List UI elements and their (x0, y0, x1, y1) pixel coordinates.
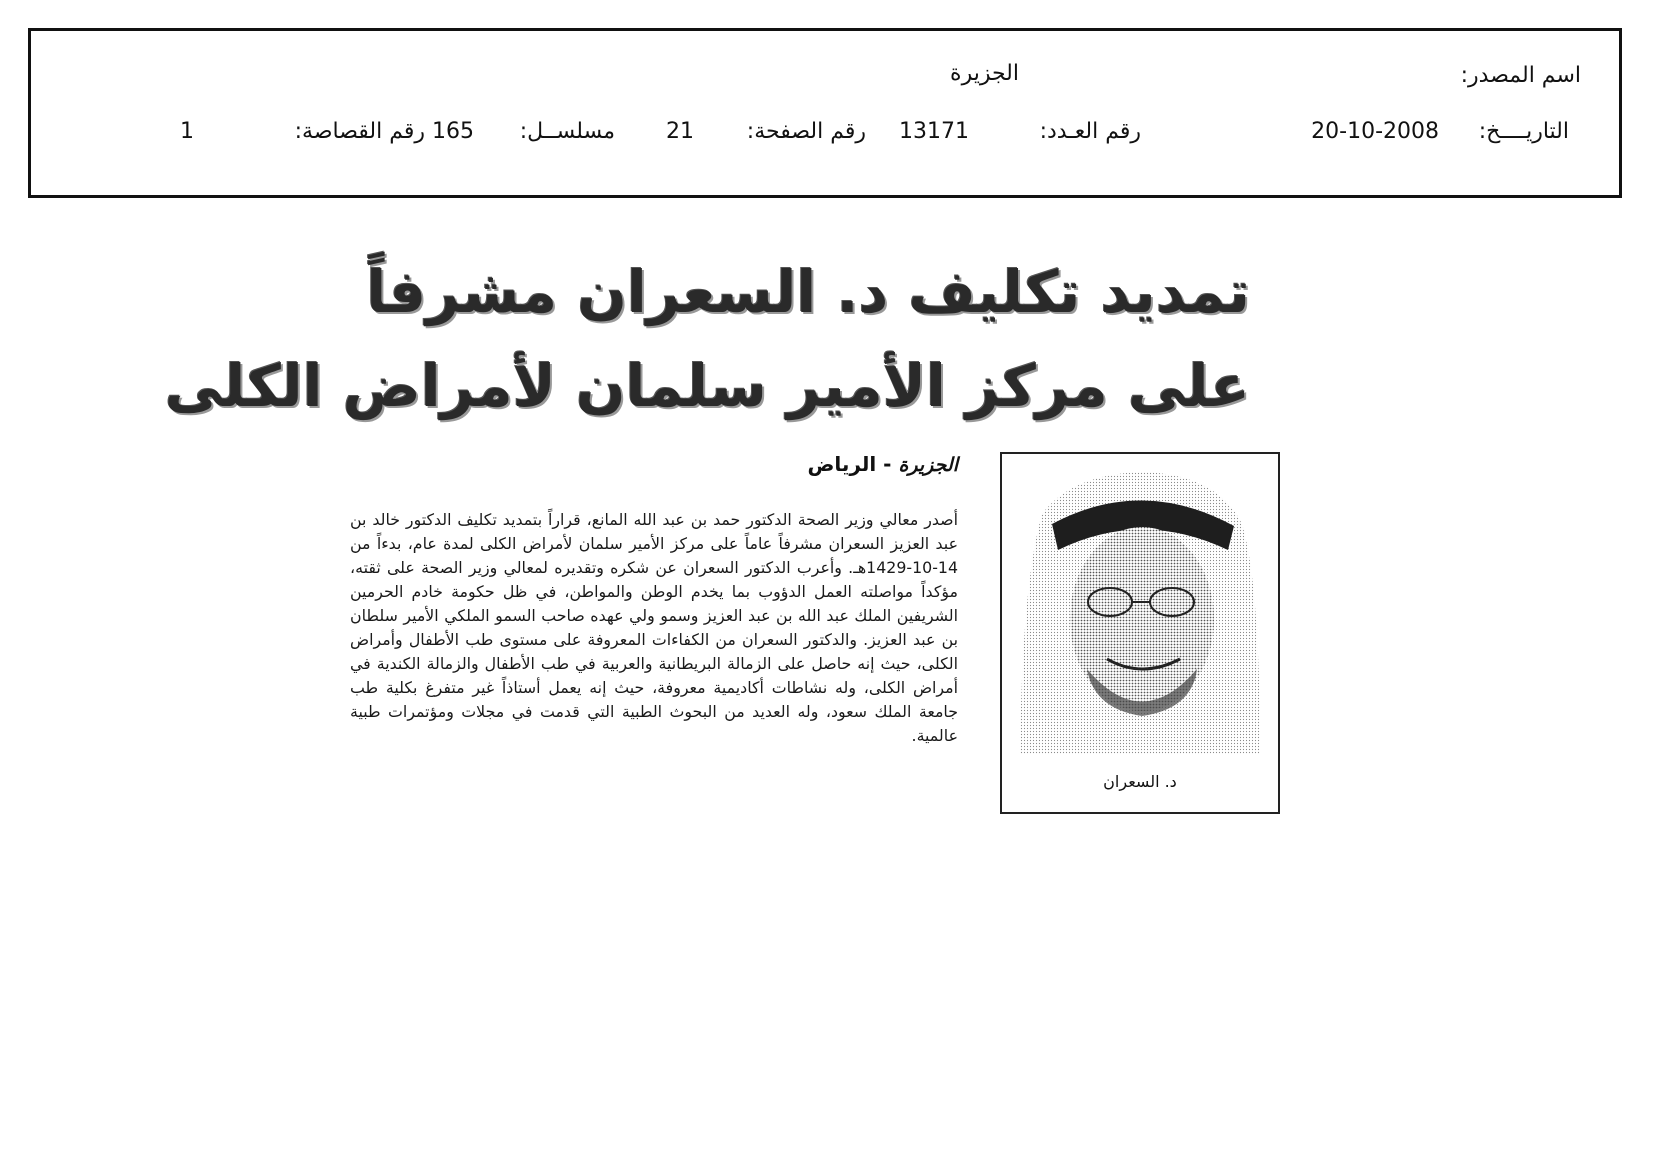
headline-line-1: تمديد تكليف د. السعران مشرفاً (366, 258, 1250, 326)
source-label: اسم المصدر: (1460, 63, 1581, 88)
page-label: رقم الصفحة: (746, 119, 866, 144)
serial-label: مسلســل: (519, 119, 615, 144)
author-photo-frame (1000, 452, 1280, 814)
clip-label: رقم القصاصة: (294, 119, 425, 144)
dateline-place: - الرياض (807, 452, 892, 476)
date-label: التاريــــخ: (1478, 119, 1569, 144)
clip-value: 1 (180, 119, 194, 144)
newspaper-logo: الجزيرة (898, 454, 958, 476)
date-value: 20-10-2008 (1311, 119, 1439, 144)
issue-value: 13171 (899, 119, 969, 144)
source-value: الجزيرة (950, 61, 1019, 86)
headline-line-2: على مركز الأمير سلمان لأمراض الكلى (164, 352, 1250, 420)
article-body: أصدر معالي وزير الصحة الدكتور حمد بن عبد الله المانع، قراراً بتمديد تكليف الدكتور خالد بن عبد العزيز السعران مشرفاً عاماً على مركز الأمير سلمان لأمراض الكلى لمدة عام، بدءاً من 14-10-1429هـ. وأعرب الدكتور السعران عن شكره وتقديره لمعالي وزير الصحة على ثقته، مؤكداً مواصلته العمل الدؤوب بما يخدم الوطن والمواطن، في ظل حكومة خادم الحرمين الشريفين الملك عبد الله بن عبد العزيز وسمو ولي عهده صاحب السمو الملكي الأمير سلطان بن عبد العزيز. والدكتور السعران من الكفاءات المعروفة على مستوى طب الأطفال وأمراض الكلى، حيث إنه حاصل على الزمالة البريطانية والعربية في طب الأطفال والزمالة الكندية في أمراض الكلى، وله نشاطات أكاديمية معروفة، حيث إنه يعمل أستاذاً غير متفرغ بكلية طب جامعة الملك سعود، وله العديد من البحوث الطبية التي قدمت في مجلات ومؤتمرات طبية عالمية. (350, 510, 958, 745)
clipping-info-box (28, 28, 1622, 198)
page-value: 21 (666, 119, 694, 144)
issue-label: رقم العـدد: (1039, 119, 1141, 144)
dateline (700, 452, 958, 476)
serial-value: 165 (432, 119, 474, 144)
photo-caption: د. السعران (1103, 772, 1177, 791)
portrait-photo (1002, 454, 1278, 754)
